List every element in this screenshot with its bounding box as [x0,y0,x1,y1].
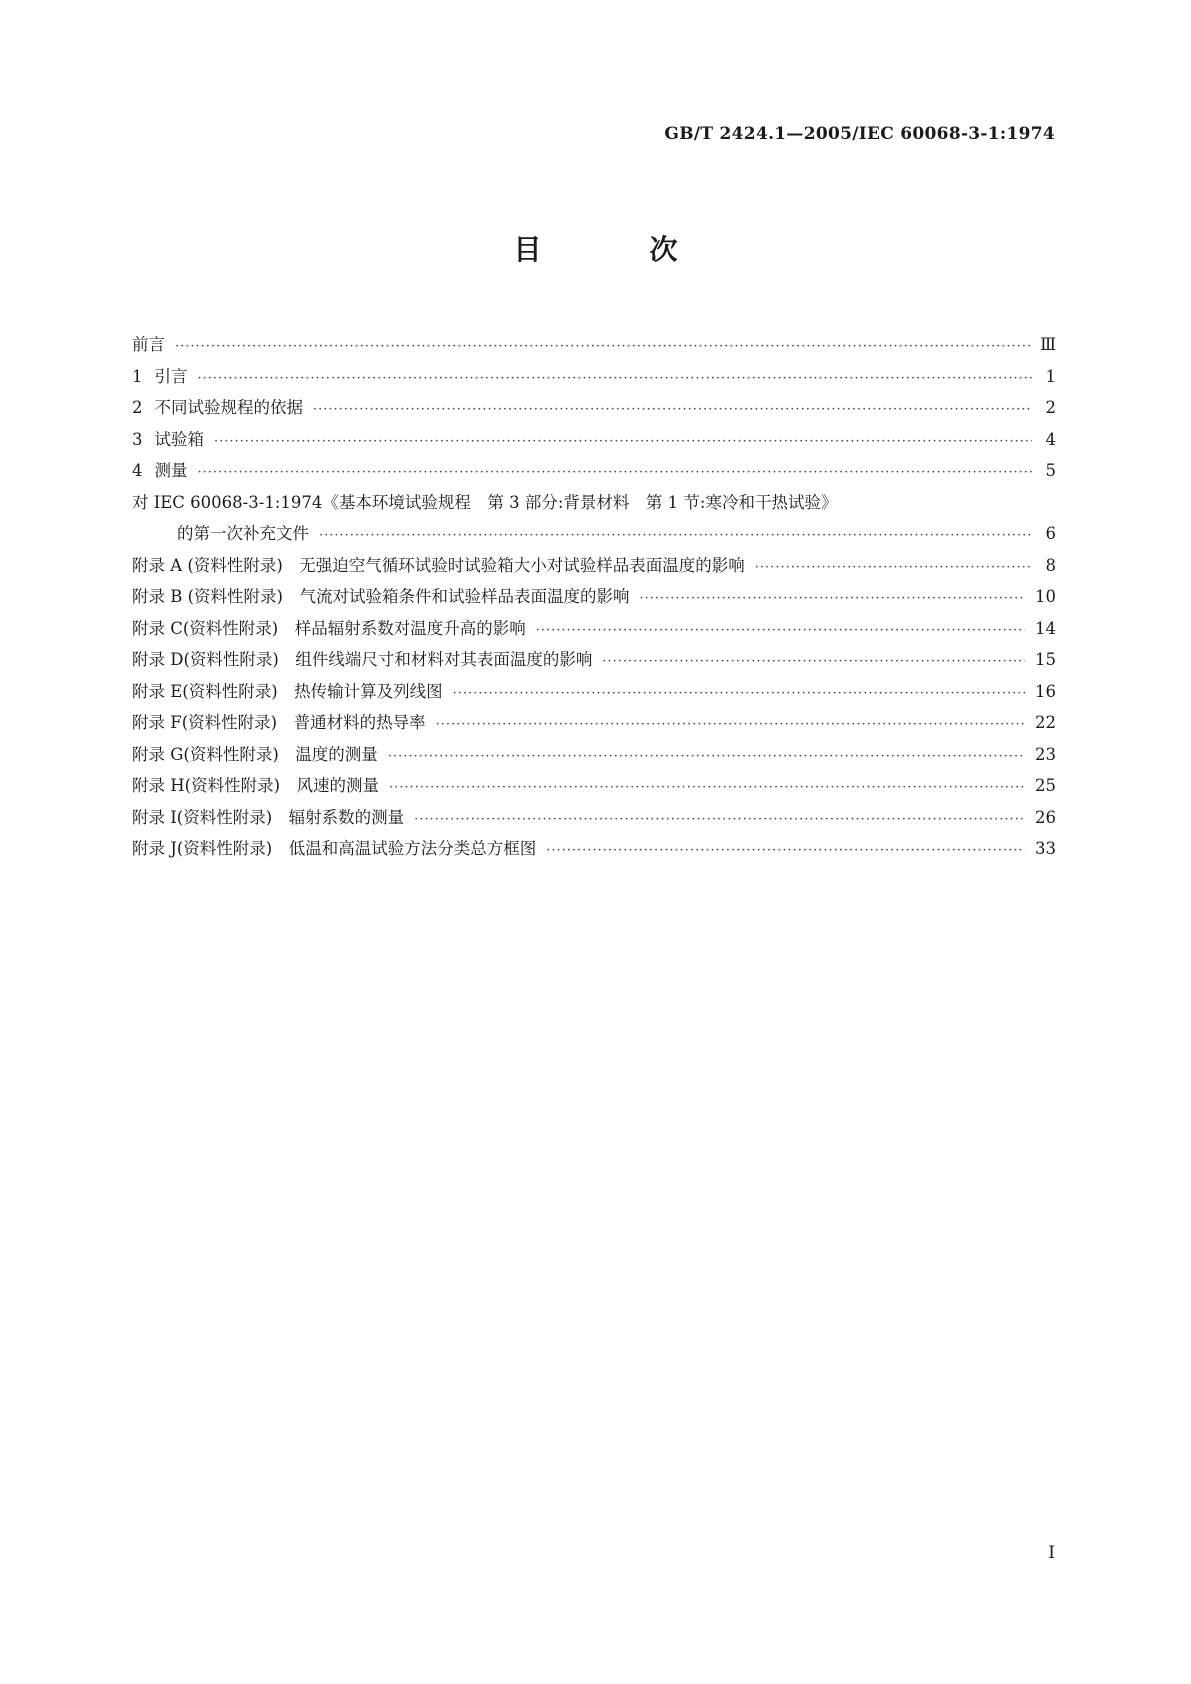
toc-entry-page: 5 [1045,461,1056,480]
toc-entry-page: 22 [1035,713,1056,732]
toc-entry-page: 16 [1035,681,1056,701]
toc-entry-label: 引言 [154,366,188,386]
toc-entry-page: 33 [1035,839,1056,858]
toc-entry-label: 对 IEC 60068-3-1:1974《基本环境试验规程 第 3 部分:背景材料 第 1 节:寒冷和干热试验》 [132,492,838,512]
toc-entry-label: 附录 H(资料性附录) 风速的测量 [132,776,380,795]
toc-entry-page: 25 [1035,776,1056,795]
toc-entry-page: 14 [1035,618,1056,638]
toc-entry-1[interactable] [132,363,1056,395]
toc-entry-supplement-line1[interactable] [132,489,1056,521]
toc-leader-dots [414,812,1025,827]
toc-entry-label: 附录 J(资料性附录) 低温和高温试验方法分类总方框图 [132,839,537,858]
toc-entry-2[interactable] [132,394,1056,426]
page-number: Ⅰ [1048,1543,1055,1563]
toc-entry-page: 15 [1035,650,1056,669]
toc-leader-dots [389,780,1025,795]
toc-leader-dots [175,339,1030,354]
toc-leader-dots [198,371,1033,386]
toc-entry-annex-h[interactable] [132,772,1056,804]
toc-leader-dots [602,654,1025,669]
toc-leader-dots [436,717,1025,732]
toc-entry-annex-j[interactable] [132,835,1056,867]
document-standard-code: GB/T 2424.1—2005/IEC 60068-3-1:1974 [664,124,1055,144]
toc-entry-foreword[interactable] [132,331,1056,363]
toc-entry-annex-f[interactable] [132,709,1056,741]
toc-entry-number: 3 [132,429,143,449]
toc-entry-page: 23 [1035,744,1056,764]
toc-entry-page: 26 [1035,807,1056,827]
toc-entry-label: 附录 D(资料性附录) 组件线端尺寸和材料对其表面温度的影响 [132,650,593,669]
toc-entry-page: 1 [1045,366,1056,386]
toc-leader-dots [319,528,1032,543]
toc-entry-label: 附录 F(资料性附录) 普通材料的热导率 [132,713,426,732]
toc-entry-page: 10 [1035,587,1056,606]
toc-leader-dots [546,843,1025,858]
toc-entry-annex-e[interactable] [132,678,1056,710]
toc-entry-label: 附录 I(资料性附录) 辐射系数的测量 [132,807,405,827]
toc-entry-number: 1 [132,366,143,386]
toc-entry-label: 附录 E(资料性附录) 热传输计算及列线图 [132,681,443,701]
toc-leader-dots [214,434,1032,449]
toc-entry-page: 2 [1045,398,1056,417]
toc-entry-page: 8 [1045,555,1056,575]
toc-entry-label: 的第一次补充文件 [177,524,309,543]
toc-leader-dots [453,686,1025,701]
toc-entry-number: 4 [132,461,143,480]
toc-entry-annex-g[interactable] [132,741,1056,773]
toc-entry-label: 试验箱 [154,429,204,449]
toc-entry-annex-c[interactable] [132,615,1056,647]
toc-entry-label: 测量 [154,461,188,480]
toc-leader-dots [388,749,1025,764]
toc-entry-label: 附录 A (资料性附录) 无强迫空气循环试验时试验箱大小对试验样品表面温度的影响 [132,555,745,575]
toc-entry-4[interactable] [132,457,1056,489]
toc-leader-dots [536,623,1025,638]
table-of-contents [132,331,1056,867]
toc-entry-label: 附录 B (资料性附录) 气流对试验箱条件和试验样品表面温度的影响 [132,587,630,606]
toc-entry-annex-b[interactable] [132,583,1056,615]
toc-entry-label: 前言 [132,335,165,354]
toc-leader-dots [313,402,1032,417]
page-title: 目 次 [513,233,718,266]
toc-entry-page: Ⅲ [1040,335,1056,354]
toc-entry-label: 不同试验规程的依据 [154,398,303,417]
toc-entry-label: 附录 G(资料性附录) 温度的测量 [132,744,378,764]
toc-entry-annex-i[interactable] [132,804,1056,836]
toc-entry-supplement-line2[interactable] [132,520,1056,552]
toc-entry-page: 4 [1045,429,1056,449]
toc-entry-3[interactable] [132,426,1056,458]
toc-entry-label: 附录 C(资料性附录) 样品辐射系数对温度升高的影响 [132,618,526,638]
toc-entry-number: 2 [132,398,143,417]
toc-entry-annex-d[interactable] [132,646,1056,678]
toc-entry-page: 6 [1045,524,1056,543]
toc-leader-dots [755,560,1032,575]
toc-entry-annex-a[interactable] [132,552,1056,584]
toc-leader-dots [640,591,1026,606]
toc-leader-dots [198,465,1033,480]
